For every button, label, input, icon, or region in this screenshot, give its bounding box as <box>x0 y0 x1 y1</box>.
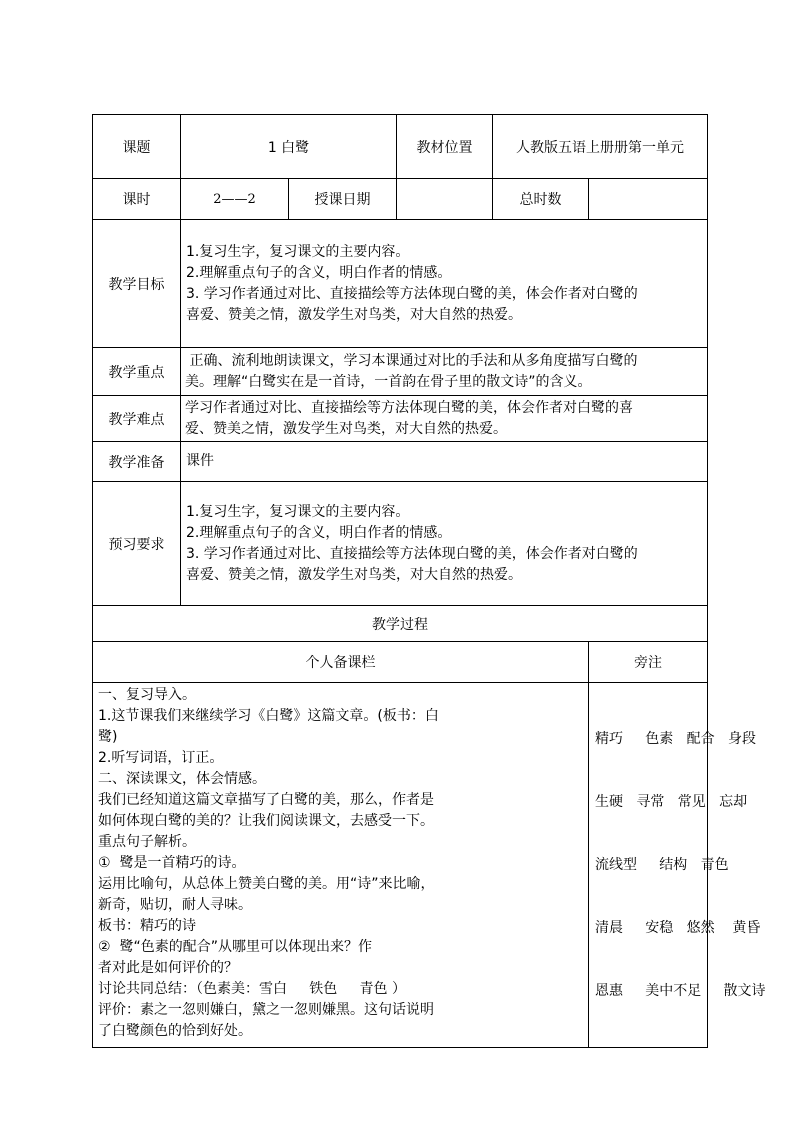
process-line: 者对此是如何评价的？ <box>98 960 238 976</box>
goals-line: 2.理解重点句子的含义，明白作者的情感。 <box>186 264 452 281</box>
date-value <box>397 179 493 220</box>
process-line: 我们已经知道这篇文章描写了白鹭的美，那么，作者是 <box>98 792 434 808</box>
lesson-plan-sheet <box>92 114 766 1048</box>
date-label: 授课日期 <box>289 179 397 220</box>
key-points-content <box>181 348 708 396</box>
process-line: ① 鹭是一首精巧的诗。 <box>98 855 246 871</box>
note-line: 流线型 结构 青色 <box>595 856 729 873</box>
key-points-line: 美。理解“白鹭实在是一首诗，一首韵在骨子里的散文诗”的含义。 <box>185 373 592 390</box>
process-line: 一、复习导入。 <box>98 687 196 703</box>
process-line: 重点句子解析。 <box>98 834 196 850</box>
period-label: 课时 <box>93 179 181 220</box>
process-line: 如何体现白鹭的美的？让我们阅读课文，去感受一下。 <box>98 813 434 829</box>
textbook-label: 教材位置 <box>397 115 493 179</box>
row-preparation <box>93 442 708 482</box>
personal-column-header: 个人备课栏 <box>93 642 589 683</box>
row-period <box>93 179 708 220</box>
period-value: 2——2 <box>181 179 289 220</box>
process-line: 新奇，贴切，耐人寻味。 <box>98 897 252 913</box>
goals-label: 教学目标 <box>93 220 181 348</box>
process-line: 讨论共同总结：（色素美：雪白 铁色 青色 ） <box>98 981 406 997</box>
row-process-body <box>93 683 708 1048</box>
textbook-value: 人教版五语上册册第一单元 <box>493 115 708 179</box>
topic-label: 课题 <box>93 115 181 179</box>
row-goals <box>93 220 708 348</box>
notes-column-header: 旁注 <box>589 642 708 683</box>
row-process-title <box>93 606 708 642</box>
preview-label: 预习要求 <box>93 482 181 606</box>
process-body <box>93 683 589 1048</box>
difficulties-line: 学习作者通过对比、直接描绘等方法体现白鹭的美，体会作者对白鹭的喜 <box>185 399 633 416</box>
preview-line: 喜爱、赞美之情，激发学生对鸟类，对大自然的热爱。 <box>186 566 522 583</box>
process-line: 鹭) <box>98 729 118 745</box>
process-line: 二、深读课文，体会情感。 <box>98 771 266 787</box>
process-line: 评价：素之一忽则嫌白，黛之一忽则嫌黑。这句话说明 <box>98 1002 434 1018</box>
note-line: 恩惠 美中不足 散文诗 <box>595 982 766 999</box>
preview-line: 2.理解重点句子的含义，明白作者的情感。 <box>186 524 452 541</box>
difficulties-label: 教学难点 <box>93 396 181 442</box>
process-line: 2.听写词语，订正。 <box>98 750 224 766</box>
row-topic <box>93 115 708 179</box>
topic-value: 1 白鹭 <box>181 115 397 179</box>
total-value <box>589 179 708 220</box>
row-difficulties <box>93 396 708 442</box>
preview-line: 1.复习生字，复习课文的主要内容。 <box>186 503 410 520</box>
preview-content <box>181 482 708 606</box>
difficulties-content <box>181 396 708 442</box>
note-line: 精巧 色素 配合 身段 <box>595 730 756 747</box>
lesson-plan-table <box>92 114 766 1048</box>
goals-line: 喜爱、赞美之情，激发学生对鸟类，对大自然的热爱。 <box>186 306 522 323</box>
total-label: 总时数 <box>493 179 589 220</box>
goals-content <box>181 220 708 348</box>
key-points-line: 正确、流利地朗读课文，学习本课通过对比的手法和从多角度描写白鹭的 <box>185 352 638 369</box>
difficulties-line: 爱、赞美之情，激发学生对鸟类，对大自然的热爱。 <box>185 420 507 437</box>
preparation-value: 课件 <box>181 442 708 482</box>
preparation-label: 教学准备 <box>93 442 181 482</box>
note-line: 清晨 安稳 悠然 黄昏 <box>595 919 761 936</box>
row-preview <box>93 482 708 606</box>
process-line: 运用比喻句，从总体上赞美白鹭的美。用“诗”来比喻， <box>98 876 435 892</box>
process-line: 1.这节课我们来继续学习《白鹭》这篇文章。(板书：白 <box>98 708 439 724</box>
goals-line: 3. 学习作者通过对比、直接描绘等方法体现白鹭的美，体会作者对白鹭的 <box>186 285 638 302</box>
note-line: 生硬 寻常 常见 忘却 <box>595 793 748 810</box>
process-line: ② 鹭“色素的配合”从哪里可以体现出来？作 <box>98 939 372 955</box>
side-notes <box>589 683 766 1048</box>
row-key-points <box>93 348 708 396</box>
goals-line: 1.复习生字，复习课文的主要内容。 <box>186 243 410 260</box>
key-points-label: 教学重点 <box>93 348 181 396</box>
process-title: 教学过程 <box>93 606 708 642</box>
process-line: 板书：精巧的诗 <box>98 918 196 934</box>
process-line: 了白鹭颜色的恰到好处。 <box>98 1023 252 1039</box>
preview-line: 3. 学习作者通过对比、直接描绘等方法体现白鹭的美，体会作者对白鹭的 <box>186 545 638 562</box>
row-process-headers <box>93 642 708 683</box>
